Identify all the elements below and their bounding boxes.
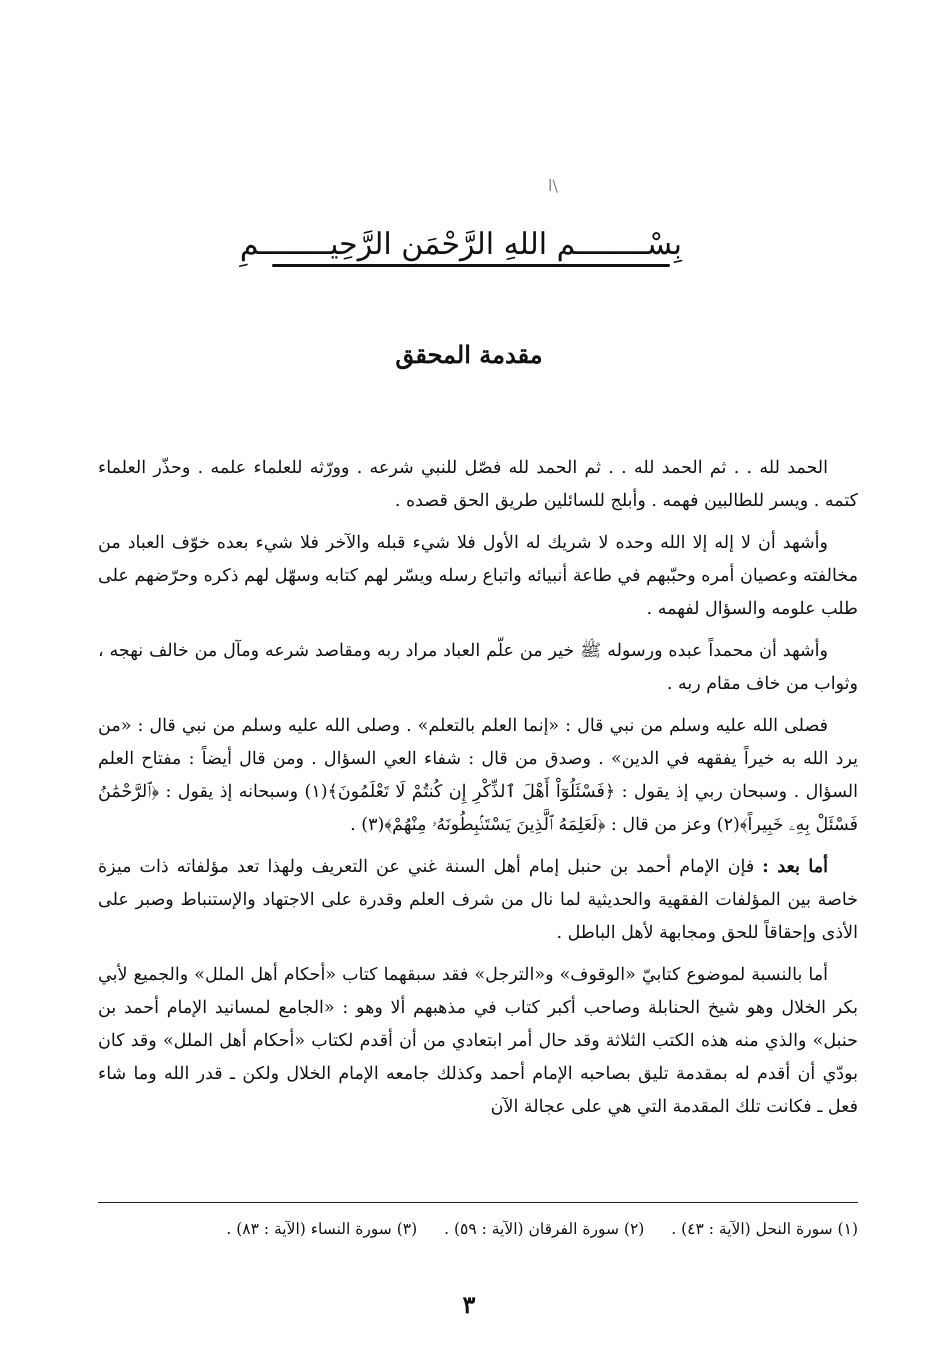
main-text <box>98 452 858 1133</box>
paragraph-text: وأشهد أن لا إله إلا الله وحده لا شريك له الأول فلا شيء قبله والآخر فلا شيء بعده خوّف العباد من مخالفته وعصيان أمره وحبّبهم في طاعة أنبيائه واتباع رسله ويسّر لهم كتابه وسهّل لهم ذكره وحرّضهم على طلب علومه والسؤال لفهمه . <box>98 533 858 619</box>
paragraph-6 <box>98 959 858 1124</box>
paragraph-1 <box>98 452 858 518</box>
paragraph-text: فصلى الله عليه وسلم من نبي قال : «إنما العلم بالتعلم» . وصلى الله عليه وسلم من نبي قال : «من يرد الله به خيراً يفقهه في الدين» . وصدق من قال : شفاء العي السؤال . ومن قال أيضاً : مفتاح العلم السؤال . وسبحان ربي إذ يقول : ﴿فَسْئَلُوٓاْ أَهْلَ ٱلذِّكْرِ إِن كُنتُمْ لَا تَعْلَمُونَ﴾(١) وسبحانه إذ يقول : ﴿ٱلرَّحْمَٰنُ فَسْئَلْ بِهِۦ خَبِيراً﴾(٢) وعز من قال : ﴿لَعَلِمَهُ ٱلَّذِينَ يَسْتَنۢبِطُونَهُۥ مِنْهُمْ﴾(٣) . <box>98 716 859 835</box>
page-number: ٣ <box>462 1290 476 1319</box>
footnote-2: (٢) سورة الفرقان (الآية : ٥٩) . <box>444 1220 645 1238</box>
paragraph-5 <box>98 851 858 950</box>
footnote-divider <box>98 1202 858 1203</box>
basmala: بِسْــــــــمِ اللهِ الرَّحْمَنِ الرَّحِيــــــــمِ <box>239 227 682 262</box>
footnote-1: (١) سورة النحل (الآية : ٤٣) . <box>671 1220 858 1238</box>
page-title: مقدمة المحقق <box>395 340 543 369</box>
paragraph-text: الحمد لله . . ثم الحمد لله . . ثم الحمد لله فصّل للنبي شرعه . وورّثه للعلماء علمه . وحذّر العلماء كتمه . ويسر للطالبين فهمه . وأبلج للسائلين طريق الحق قصده . <box>98 458 858 511</box>
paragraph-lead: أما بعد : <box>762 857 828 877</box>
footnotes <box>98 1216 858 1242</box>
header-mark: ا\ <box>548 176 558 195</box>
paragraph-text: فإن الإمام أحمد بن حنبل إمام أهل السنة غني عن التعريف ولهذا تعد مؤلفاته ذات ميزة خاصة بين المؤلفات الفقهية والحديثية لما نال من شرف العلم وقدرة على الاجتهاد والإستنباط وصبر على الأذى وإحقاقاً للحق ومجابهة لأهل الباطل . <box>98 857 858 943</box>
paragraph-2 <box>98 527 858 626</box>
paragraph-4 <box>98 710 858 842</box>
paragraph-3 <box>98 635 858 701</box>
footnote-3: (٣) سورة النساء (الآية : ٨٣) . <box>226 1220 418 1238</box>
paragraph-text: أما بالنسبة لموضوع كتابيّ «الوقوف» و«الترجل» فقد سبقهما كتاب «أحكام أهل الملل» والجميع لأبي بكر الخلال وهو شيخ الحنابلة وصاحب أكبر كتاب في مذهبهم ألا وهو : «الجامع لمسانيد الإمام أحمد بن حنبل» والذي منه هذه الكتب الثلاثة وقد حال أمر ابتعادي من أن أقدم لكتاب «أحكام أهل الملل» وقد كان بودّي أن أقدم له بمقدمة تليق بصاحبه الإمام أحمد وكذلك جامعه الإمام الخلال ولكن ـ قدر الله وما شاء فعل ـ فكانت تلك المقدمة التي هي على عجالة الآن <box>98 965 858 1117</box>
paragraph-text: وأشهد أن محمداً عبده ورسوله ﷺ خير من علّم العباد مراد ربه ومقاصد شرعه ومآل من خالف نهجه ، وثواب من خاف مقام ربه . <box>98 641 858 694</box>
basmala-underline <box>272 264 670 267</box>
